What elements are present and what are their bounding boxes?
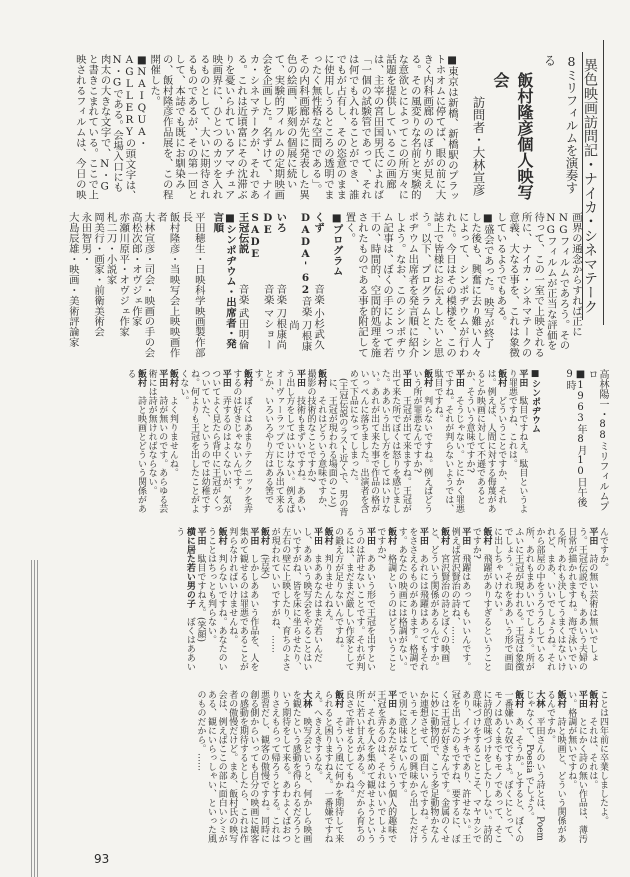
program-composer: 武田明倫 <box>236 308 249 350</box>
dialogue-text: どういうことですか、それは。例えば、人間に対する侮蔑があるとか映画に対して不遜であるとか、そういう意味ですか? <box>464 369 507 513</box>
dialogue-text: そういう風に何かを期待して来られると困りますねえ。一番嫌ですねえ。へきえきするな。 <box>311 690 344 843</box>
dialogue-line <box>597 527 608 677</box>
dialogue-text: とにかく詩の無い作品は、薄汚い。格調が無いですね。 <box>566 690 587 843</box>
binding-edge-line <box>31 560 32 877</box>
binding-edge-line <box>34 560 35 877</box>
participant-item: 大島辰雄・映画・美術評論家 <box>66 212 79 348</box>
dialogue-line <box>146 369 167 517</box>
participant-list <box>66 212 205 358</box>
speaker-name: 飯村 <box>241 369 252 387</box>
program-music-label: 音楽 <box>274 284 287 305</box>
intro-paragraph: ■NAIQUA・AGLLERYの頭文字は、N・Gである。会場入口にも肉太の大きな文字で、N・Gと書きこまれている。ここで上映されるフィルムは、今日の映 <box>73 54 148 201</box>
dialogue-text: (苦笑) <box>259 554 269 580</box>
speaker-name: 平田 <box>400 369 411 387</box>
speaker-name: 平田 <box>248 527 259 545</box>
dialogue-text: ああいう形で王冠を出すというのは許せないことです。それが判るには、まだまだ厳しい作家としての鍛え方が足りないんですね。 <box>333 527 375 671</box>
dialogue-text: 映写会というと、何かしら映画を観たという感動を得られるだろうという期待をして来る。あわよくばおつりさえもらって帰ろうとする。これは悪習だし、観客の傲慢ですね。同時に創る側からいっても自分の映画に観客の感動を期待するとしたら、これは作者の傲慢だけど。まあ、飯村氏の映写会は、例えばここの部に面白いシミがある、観にいらっしゃい、といった風のものだから。…… <box>195 690 312 843</box>
dialogue-line <box>347 369 411 517</box>
dialogue-line <box>174 527 195 677</box>
participant-item: 高松次郎・オヴジェ作家 <box>129 212 142 327</box>
dialogue-text: それはどういう意味ですか、撮影の技術的なことですか? <box>305 369 327 513</box>
dialogue-line <box>491 527 597 677</box>
dialogue-text: 駄目ですねえ。(笑顔) <box>195 554 206 643</box>
speaker-name: 平田 <box>576 690 587 708</box>
dialogue-text: 飛躍がありすぎるということですか? <box>470 527 492 671</box>
program-item <box>312 212 325 358</box>
dialogue-line <box>375 527 396 677</box>
dialogue-text: それは、それは。 <box>587 717 598 789</box>
dialogue-block <box>174 527 608 677</box>
speaker-name: 平田 <box>220 369 231 387</box>
program-tier <box>66 212 582 358</box>
participant-item: 赤瀬川原平・オヴジェ作家 <box>117 212 130 337</box>
dialogue-line <box>258 527 269 677</box>
participant-item: 平田穂生・日映科学映画製作部長 <box>180 212 205 358</box>
dialogue-text: 弄するのはよくないが、気がついてよく見たら背中に王冠がくっついていた、というのでは幼稚ですね。何よりも王冠を出したことがよくない。 <box>178 369 231 513</box>
dialogue-text: 飛躍はあってもいいんです。例えば宮沢賢治の詩ね、…… <box>449 527 471 671</box>
program-music-label: 音楽 <box>236 284 249 305</box>
dialogue-text: あれには飛躍はあってもそれをささえるものがあります。格調です。あなたの映画には格調がない。 <box>396 527 428 671</box>
program-music-label: 音楽 <box>299 296 312 317</box>
speaker-name: 平田 <box>294 369 305 387</box>
dialogue-line <box>322 527 333 677</box>
speaker-name: 平田 <box>195 527 206 545</box>
program-music-label: 音楽 <box>312 284 325 305</box>
dialogue-text: よく判りませんね。 <box>167 396 178 477</box>
dialogue-text: 駄目ですねえ。駄目というより罪悪ですね、これは。 <box>506 369 528 513</box>
participant-item: 永田智男・ <box>79 212 92 264</box>
symposium-heading: ■シンポヂウム・出席者・発言順 <box>211 212 236 349</box>
dialogue-text: ぼくはあまりテクニックを弄するのは好きじゃないんです。 <box>231 369 252 513</box>
speaker-name: 大林 <box>534 690 545 708</box>
speaker-name: 飯村 <box>136 369 147 387</box>
article-title: 飯村隆彦個人映写会 <box>491 72 534 200</box>
dialogue-text: 判らないですね。あなたのいうことはちっとも判らない。 <box>206 527 227 671</box>
dialogue-text: 宮沢賢治の詩とぼくの映画と、どういう関係があるんですか。 <box>428 527 450 671</box>
dialogue-line <box>227 527 259 677</box>
speaker-name: 飯村 <box>333 690 344 708</box>
participant-item: 岡美行・画家・前衛美術会 <box>92 212 105 337</box>
dialogue-text: 判りませんねえ。 <box>322 554 333 626</box>
speaker-name: 平田 <box>460 527 471 545</box>
dialogue-text: 詩が無いのです。あらゆる芸術には詩が無ければならない。 <box>146 369 168 513</box>
speaker-name: 平田 <box>453 369 464 387</box>
binding-edge-line <box>37 560 38 877</box>
dialogue-tier-1 <box>88 369 608 517</box>
dialogue-line <box>125 369 146 517</box>
article-byline: 訪問者・大林宣彦 <box>471 96 486 196</box>
speaker-name: 飯村 <box>513 690 524 708</box>
program-film-title: DE SADE <box>249 212 274 260</box>
body-paragraph: 画界の通念からすれば正にNGフィルムであろう。そのNGフィルムが正当な評価を待って、この一室で上映される所に、ナイカ・シネマテークの意義、大なる事を、これは象徴しているようでもある。 <box>494 212 582 358</box>
speaker-name: 飯村 <box>496 369 507 387</box>
program-item <box>249 212 274 358</box>
dialogue-line <box>305 369 326 517</box>
dialogue-line <box>195 527 206 677</box>
dialogue-line <box>470 527 491 677</box>
program-film-title: DADA'62 <box>299 212 312 296</box>
participant-item: 飯村隆彦・当映写会上映映画作者 <box>155 212 180 358</box>
dialogue-text: 王冠が出て来ますね。王冠が出て来た所でぼくは怒りを感じました。ああいう出し方をしてはいけない。あれが出て来た事で作品の格がいっぺんに落ちました。出演者を含めて下品になってしまった。 <box>347 369 411 513</box>
speaker-name: 飯村 <box>587 690 598 708</box>
dialogue-text: 詩と映画とどういう関係がある <box>125 369 147 513</box>
speaker-name: 平田 <box>587 527 598 545</box>
dialogue-line <box>411 369 432 517</box>
dialogue-block <box>195 690 608 845</box>
program-film-title: 王冠伝説 <box>236 212 249 254</box>
dialogue-line <box>432 369 464 517</box>
dialogue-text: 格調というのはどういうことですか? <box>375 527 397 671</box>
participant-item: 大林宣彦・司会・映画の手の会 <box>142 212 155 358</box>
speaker-name: 平田 <box>311 527 322 545</box>
dialogue-text: あなたがそういう個人的趣味で王冠を弄るのは、それはいいでしょうが、それを人を集めて観せようという所に若い甘えがある。今だから育ちの良さで許せるとしてもね。 <box>343 690 397 843</box>
dialogue-tier-3 <box>88 690 608 845</box>
dialogue-text: まああなたはまだ若いんだし、ああいう映写会をやることはいいですがね、皆を床に坐らせたり、左右の壁に上映したり、育ちのよさが現われていいですがね、…… <box>269 527 322 671</box>
program-composer: 小杉武久 <box>312 308 325 350</box>
dialogue-line <box>566 690 587 845</box>
dialogue-line <box>464 369 506 517</box>
dialogue-line <box>195 690 312 845</box>
page-number: 93 <box>94 852 110 866</box>
dialogue-line <box>587 690 598 845</box>
dialogue-line <box>428 527 449 677</box>
article-subtitle: 8ミリフィルムを演奏する <box>542 54 579 194</box>
program-item <box>274 212 287 358</box>
dialogue-line <box>252 369 305 517</box>
program-film-title: いろ <box>274 212 287 233</box>
symposium-section-heading: ■シンポヂウム <box>530 369 540 433</box>
series-title: 異色映画訪問記・ナイカ・シネマテーク <box>582 58 598 314</box>
dialogue-line <box>396 690 523 845</box>
speaker-name: 平田 <box>157 369 168 387</box>
program-item <box>236 212 249 358</box>
participant-item: 高林陽一・88ミリフィルムプロ <box>586 369 608 511</box>
dialogue-line <box>326 369 347 517</box>
program-list <box>236 212 324 358</box>
speaker-name: 平田 <box>386 690 397 708</box>
speaker-name: 飯村 <box>422 369 433 387</box>
dialogue-line <box>396 527 428 677</box>
dialogue-line <box>167 369 178 517</box>
speaker-name: 飯村 <box>167 369 178 387</box>
speaker-name: 飯村 <box>322 527 333 545</box>
speaker-name: 飯村 <box>216 527 227 545</box>
speaker-name: 飯村 <box>316 369 327 387</box>
dialogue-text: しかしああいう作品を、人を集めて観せるのは罪悪であることが判らなければいけませんね。 <box>227 527 259 671</box>
speaker-name: 飯村 <box>386 527 397 545</box>
dialogue-text: 詩の無い芸術は無いでしょう。王冠伝説でも、ああいう夫婦の日常が描かれますね。海で泳いでいる所、あれも決してうまくはないけれど、まあ、いいでしょうね。それから部屋の中をうろうろしている所、あれもまあいいでしょう。所がふいに王冠が現われる。王冠は象徴でしょう。それをああいう形で画面に出しちゃいけない。 <box>492 527 598 671</box>
dialogue-line <box>205 527 226 677</box>
speaker-name: 平田 <box>364 527 375 545</box>
dialogue-line <box>178 369 231 517</box>
body-paragraph: ■盛会であった。映写が終了した後も、興奮に去り難い人々によって、シンポヂウムが行われた。今日はその模様を、この誌上で皆様にお伝えしたいと思う。以下、プログラムと、シンポヂウム出席者を発言順に紹介しよう。なお、このシンポヂウム記事は、ぼくの手によって若干の、時間的、空間的処理を施されたものである事を附記して置く。 <box>343 212 494 358</box>
intro-paragraph: ■東京は新橋、新橋駅のプラットホオムに停てば、眼の前に大きく内科画廊ののぼりが見える。その風変りな名前と実験的な意欲とによってこの所方々に話題を提供しているこの画廊は、主宰の宮田国男氏によれば「一個の試験管であって、それは何でも入れることができ、誰でもが占有し、その恣意のままに使用しうるところの透明でまったく無性格な空間である」。その内科画廊が先に発表した異色の絵画、彫刻の個展に続いて、実験的フィルムの定期映画会を企画した。名ずけて、ナイカ・シネマテークが、それである。これは近頃富にその沈滞ぶりを憂いられているアマチュア映画界に、ひとつのカツを入れるものとして、大いに期待されるものであるが、その第一回として、本誌でも既にお馴染みの、飯村隆彦作品展を、この程開催した。 <box>148 54 458 202</box>
program-heading: ■プログラム <box>330 212 343 276</box>
program-music-label: 音楽 <box>261 284 274 305</box>
dialogue-text: ことは四年前に卒業しましたよ。 <box>598 690 608 825</box>
dialogue-line <box>269 527 322 677</box>
dialogue-text: ぼくはああいう <box>174 527 195 671</box>
dialogue-tier-2 <box>88 527 608 677</box>
dialogue-text: 判らないですね。例えばどういう所が罪悪なんですか? <box>411 369 433 513</box>
dialogue-line <box>333 527 375 677</box>
title-rule-right <box>603 40 604 325</box>
program-composer: 刀根康尚 <box>286 320 312 352</box>
dialogue-line <box>523 690 544 845</box>
dialogue-line <box>544 690 565 845</box>
speaker-name: 飯村 <box>555 690 566 708</box>
speaker-name: 大林 <box>301 690 312 708</box>
program-item <box>286 212 311 358</box>
dialogue-line <box>597 690 608 845</box>
speaker-name: 飯村 <box>439 527 450 545</box>
program-composer: 刀根康尚 <box>274 308 287 350</box>
dialogue-text: あ、そうか。とすると、ぼくの一番嫌いな奴ですよ。ぼくにとって、モノはあくまでもモノであって、そこに詩的意味づけをしたりしない。詩的意味づけをすることこそ、マヤカシであり、インチキであり、許せない。王冠を出したのもですね、要するに、ぼくは王冠が好きなんです。金属のくせに妙に動物的で、こう多足動物かなんか連想させて、面白いんですね。そういうモノとしての興味から出しただけで別に意味はないんです。 <box>396 690 524 843</box>
dialogue-text: そうじゃない。とにかく罪悪ですね。それが判らないようでは、駄目ですね。 <box>432 369 464 513</box>
speaker-name: 横に居た若い男の子 <box>184 527 195 608</box>
speaker-name: 平田 <box>517 369 528 387</box>
participant-item: 札二刀・小説家 <box>104 212 117 285</box>
article-intro-tier <box>40 54 582 202</box>
dialogue-line <box>311 690 343 845</box>
speaker-name: 飯村 <box>259 527 269 545</box>
speaker-name: 飯村 <box>481 527 492 545</box>
dialogue-line <box>506 369 527 517</box>
program-film-title: くず <box>312 212 325 233</box>
dialogue-line <box>343 690 396 845</box>
dialogue-text: 技術もまずいですね。ああいう出し方をしてはいけない。例えばオーヴァーラップでにじみ出て来るとか、いろいろやり方はある筈です。 <box>252 369 305 513</box>
dialogue-block <box>125 369 528 517</box>
program-composer: マショー <box>261 308 274 350</box>
dialogue-line <box>449 527 470 677</box>
dialogue-text: 平田さんのいう詩とは、Poemじゃなくて、Poesia でしょう。 <box>523 690 545 841</box>
symposium-datetime: ■1963年8月10日午後9時 <box>564 369 586 507</box>
dialogue-line <box>231 369 252 517</box>
dialogue-text: (王冠伝説のラスト近くで、男の背に、王冠が現われる場面のこと) <box>326 378 348 517</box>
dialogue-text: んですか。 <box>598 527 608 572</box>
speaker-name: 平田 <box>417 527 428 545</box>
dialogue-text: 詩と映画と、どういう関係があるんですか。 <box>545 690 566 843</box>
